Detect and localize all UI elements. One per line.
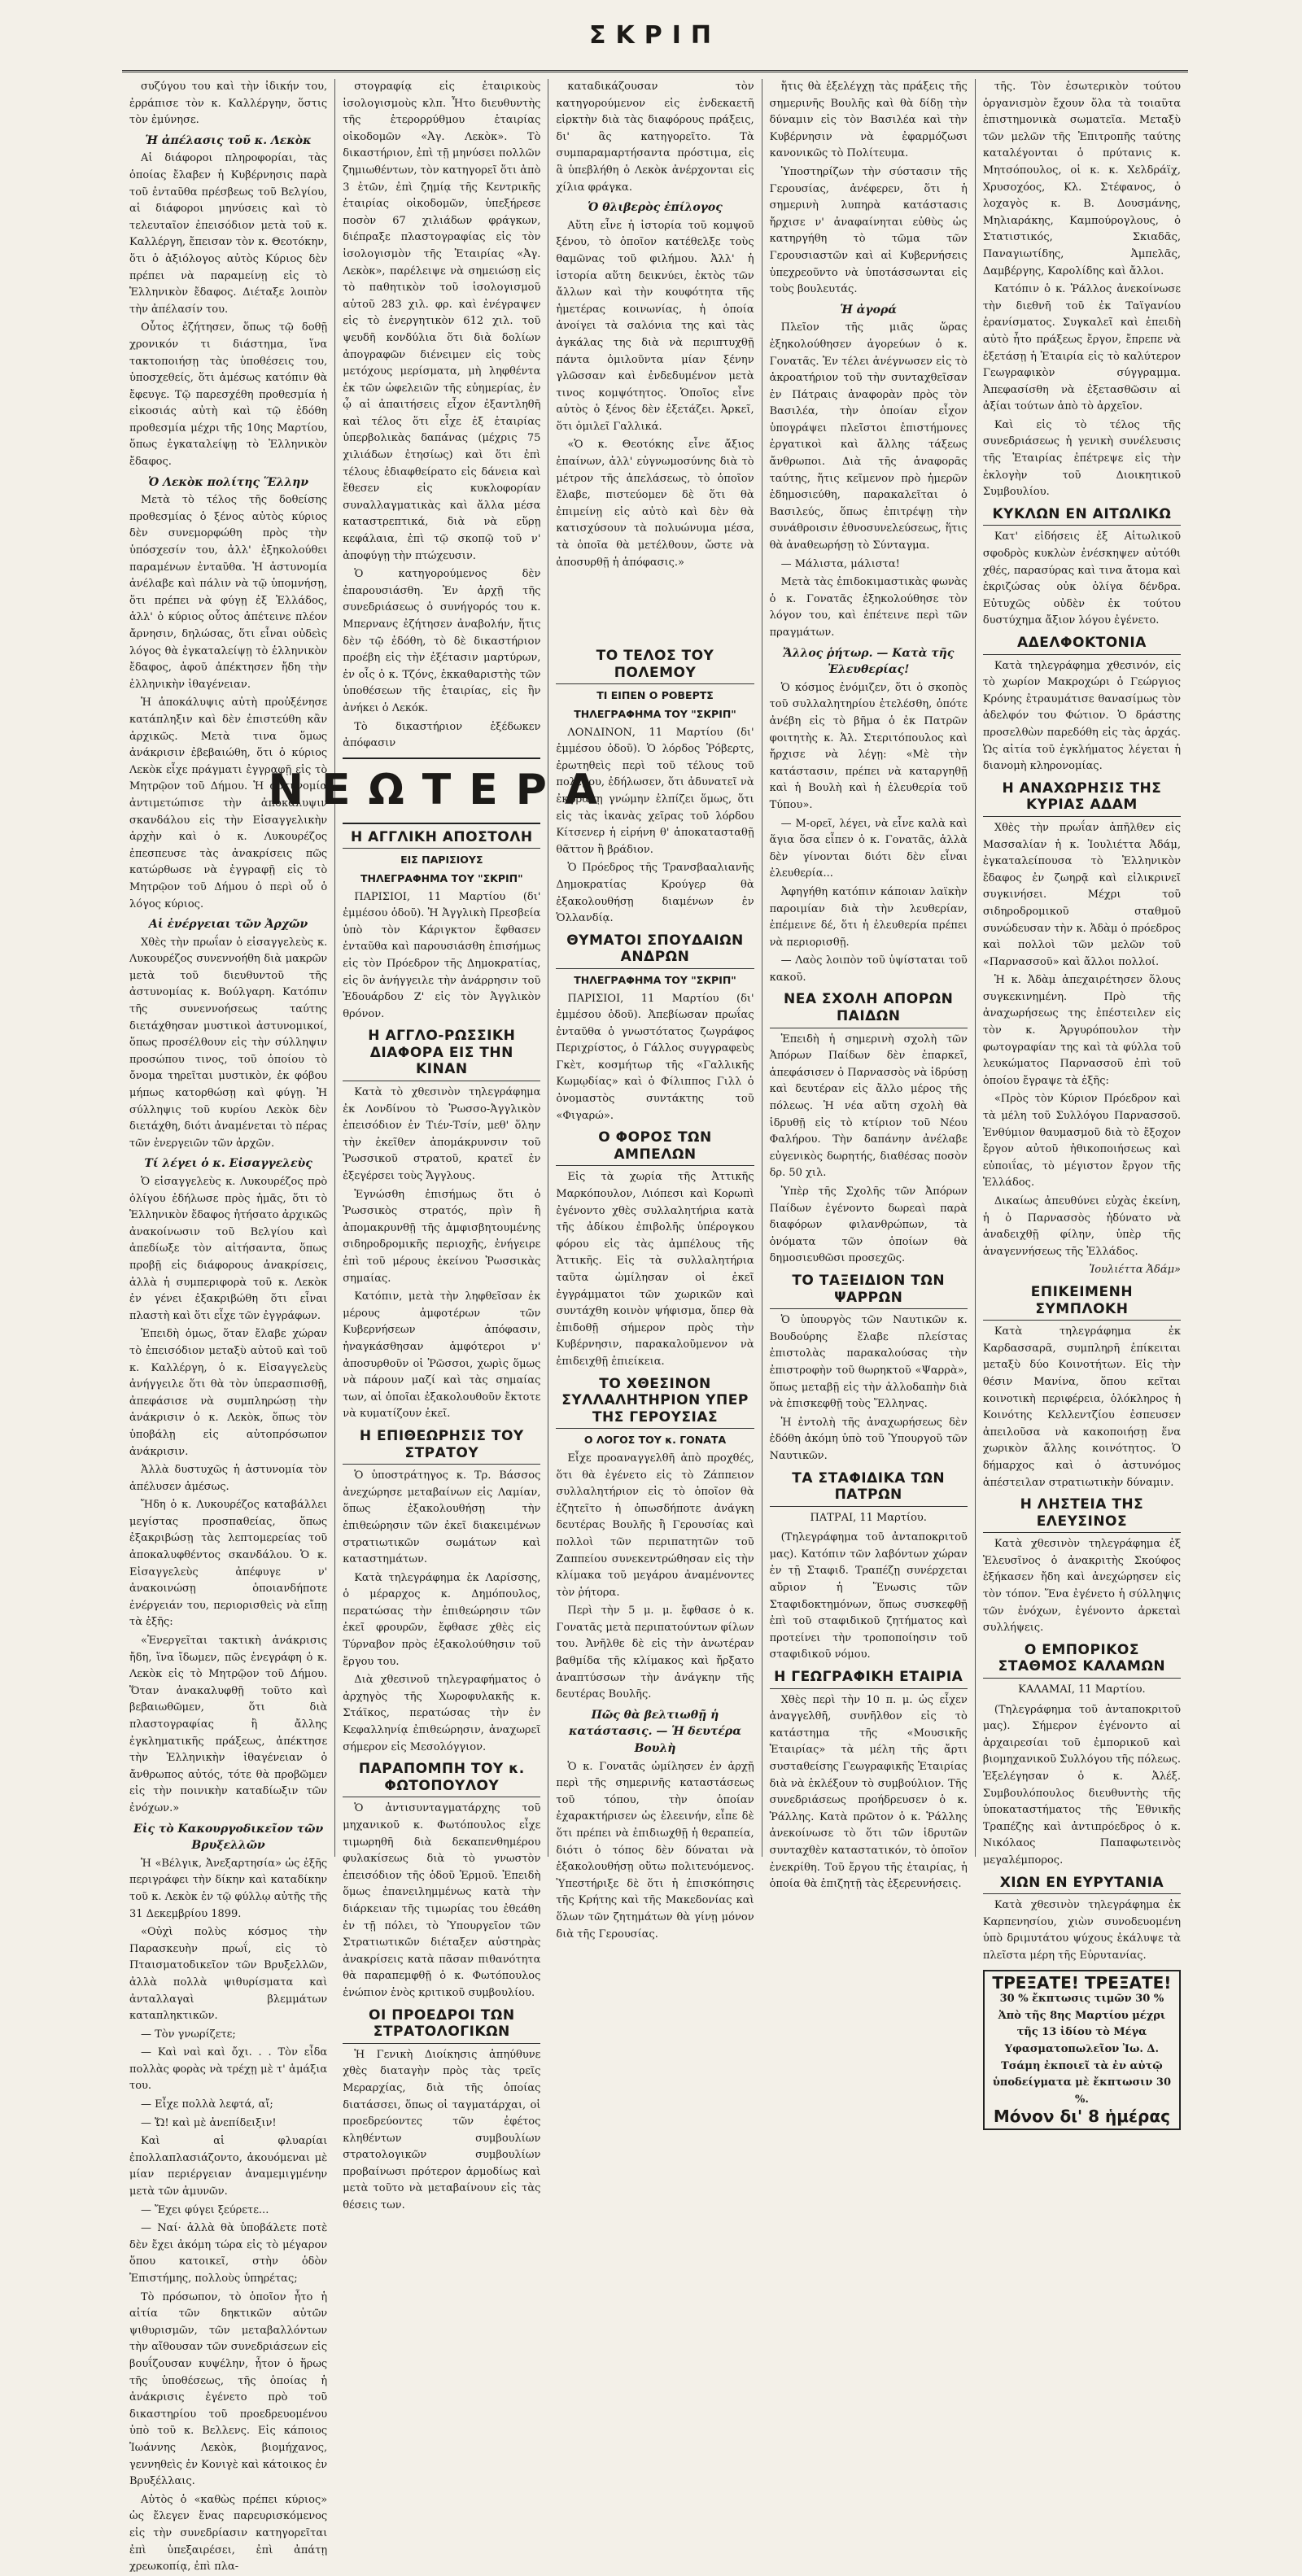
article-title: ΠΑΡΑΠΟΜΠΗ ΤΟΥ κ. ΦΩΤΟΠΟΥΛΟΥ: [343, 1761, 540, 1797]
article-title: Η ΛΗΣΤΕΙΑ ΤΗΣ ΕΛΕΥΣΙΝΟΣ: [983, 1496, 1181, 1533]
paragraph: Ἤδη ὁ κ. Λυκουρέζος καταβάλλει μεγίστας προσπαθείας, ὅπως ἐξακριβώσῃ τὰς λεπτομερείας τοῦ ἀποκαλυφθέντος σκανδάλου. Ὁ κ. Εἰσαγγελεὺς ἀπέφυγε ν' ἀνακοινώσῃ ὁποιανδήποτε ἐνέργειάν του, περιορισθεὶς νὰ εἴπῃ τὰ ἑξῆς:: [129, 1499, 328, 1629]
article-title: ΚΥΚΛΩΝ ΕΝ ΑΙΤΩΛΙΚΩ: [983, 506, 1181, 526]
subheading: Ἡ ἀγορά: [840, 303, 898, 317]
neotera-banner: [268, 758, 616, 824]
article-subtitle: ΕΙΣ ΠΑΡΙΣΙΟΥΣ: [400, 854, 483, 867]
paragraph: Αὐτὸς ὁ «καθὼς πρέπει κύριος» ὡς ἔλεγεν ἕνας παρευρισκόμενος εἰς τὴν συνεδρίασιν κατηγορεῖται ἐπὶ ὑπεξαιρέσει, ἐπὶ ἀπάτῃ χρεωκοπίᾳ, ἐπὶ πλα-: [129, 2493, 328, 2574]
paragraph: (Τηλεγράφημα τοῦ ἀνταποκριτοῦ μας). Σήμερον ἐγένοντο αἱ ἀρχαιρεσίαι τοῦ ἐμπορικοῦ καὶ βιομηχανικοῦ Συλλόγου τῆς πόλεως. Ἐξελέγησαν ὁ κ. Ἀλέξ. Συμβουλόπουλος διευθυντὴς τῆς ὑποκαταστήματος τῆς Ἐθνικῆς Τραπέζης καὶ ἀντιπρόεδρος ὁ κ. Νικόλαος Παπαφωτεινὸς μεγαλέμπορος.: [982, 1703, 1182, 1867]
article-title: ΤΟ ΤΑΞΕΙΔΙΟΝ ΤΩΝ ΨΑΡΡΩΝ: [770, 1273, 968, 1309]
paragraph: Οὗτος ἐζήτησεν, ὅπως τῷ δοθῇ χρονικόν τι διάστημα, ἵνα τακτοποιήσῃ τὰς ὑποθέσεις του, ὑποσχεθείς, ὅτι ἀμέσως κατόπιν θὰ ἔφευγε. Τῷ παρεσχέθη προθεσμία ἡ εἰκοσιάς αὐτὴ καὶ τῷ ἐδόθη προθεσμία μέχρι τῆς 10ης Μαρτίου, ὅπως ἐγκαταλείψῃ τὸ Ἑλληνικὸν ἔδαφος.: [129, 321, 328, 469]
page-header: [122, 0, 1188, 72]
article-title: Η ΑΓΓΛΟ-ΡΩΣΣΙΚΗ ΔΙΑΦΟΡΑ ΕΙΣ ΤΗΝ ΚΙΝΑΝ: [343, 1028, 540, 1081]
article-title: ΕΠΙΚΕΙΜΕΝΗ ΣΥΜΠΛΟΚΗ: [983, 1284, 1181, 1321]
article-subtitle: Ο ΛΟΓΟΣ ΤΟΥ κ. ΓΟΝΑΤΑ: [583, 1434, 727, 1447]
paragraph: — Καὶ ναὶ καὶ ὄχι. . . Τὸν εἶδα πολλὰς φορὰς νὰ τρέχῃ μὲ τ' ἁμάξια του.: [129, 2046, 328, 2093]
paragraph: «Ὁ κ. Θεοτόκης εἶνε ἄξιος ἐπαίνων, ἀλλ' εὐγνωμοσύνης διὰ τὸ μέτρον τῆς ἀπελάσεως, τὸ ὁποῖον ἔλαβε, πιστεύομεν δὲ ὅτι θὰ ἐπιμείνῃ εἰς αὐτὸ καὶ δὲν θὰ κατισχύσουν τὰ πολυώνυμα μέσα, τὰ ὁποῖα θὰ μετέλθουν, ὥστε νὰ ἀποσυρθῇ ἡ ἀπόφασις.»: [556, 439, 754, 569]
column-4: [762, 79, 976, 1891]
subheading: Ἄλλος ῥήτωρ. — Κατὰ τῆς Ἐλευθερίας!: [783, 646, 955, 677]
paragraph: συζύγου του καὶ τὴν ἰδικήν του, ἐρράπισε τὸν κ. Καλλέργην, ὅστις τὸν ἐμύνησε.: [129, 81, 328, 127]
paragraph: Χθὲς περὶ τὴν 10 π. μ. ὡς εἶχεν ἀναγγελθῆ, συνῆλθον εἰς τὸ κατάστημα τῆς «Μουσικῆς Ἑταιρίας» τὰ μέλη τῆς ἄρτι συσταθείσης Γεωγραφικῆς Ἑταιρίας διὰ νὰ ἐκλέξουν τὸ συμβούλιον. Τῆς συνεδριάσεως προήδρευσεν ὁ κ. Ῥάλλης. Κατὰ πρῶτον ὁ κ. Ῥάλλης ἀνεκοίνωσε τὸ ὅτι τῶν ἱδρυτῶν συνταχθὲν καταστατικόν, τὸ ὁποῖον ἐνεκρίθη. Τοῦ ἔργου τῆς ἑταιρίας, ἡ ὁποία θὰ ἐπιζητῇ τὰς ἐξερευνήσεις.: [769, 1693, 968, 1891]
paragraph: «Ἐνεργεῖται τακτικὴ ἀνάκρισις ἤδη, ἵνα ἴδωμεν, πῶς ἐνεγράφη ὁ κ. Λεκὸκ εἰς τὸ Μητρῷον τοῦ Δήμου. Ὅταν ἀνακαλυφθῇ τοῦτο καὶ βεβαιωθῶμεν, ὅτι διὰ πλαστογραφίας ἢ ἄλλης ἐγκληματικῆς πράξεως, ἀπέκτησε τὴν Ἑλληνικὴν ἰθαγένειαν ὁ ἄνθρωπος αὐτός, τότε θὰ προβῶμεν εἰς τὴν ποινικὴν καταδίωξιν τῶν ἐνόχων.»: [129, 1635, 328, 1814]
paragraph: Καὶ αἱ φλυαρίαι ἐπολλαπλασιάζοντο, ἀκουόμεναι μὲ μίαν περιέργειαν ἀναμεμιγμένην μετὰ τῶν ἀμυνῶν.: [129, 2135, 328, 2198]
article-title: ΧΙΩΝ ΕΝ ΕΥΡΥΤΑΝΙΑ: [983, 1875, 1181, 1895]
paragraph: — Μ-ορεῖ, λέγει, νὰ εἶνε καλὰ καὶ ἅγια ὅσα εἶπεν ὁ κ. Γονατᾶς, ἀλλὰ δὲν γίνονται διότι δὲν εἶναι ἐλευθερία...: [769, 817, 968, 880]
telegram-line: ΤΗΛΕΓΡΑΦΗΜΑ ΤΟΥ "ΣΚΡΙΠ": [574, 973, 736, 986]
article-title: ΟΙ ΠΡΟΕΔΡΟΙ ΤΩΝ ΣΤΡΑΤΟΛΟΓΙΚΩΝ: [343, 2007, 540, 2044]
subheading: Ἡ ἀπέλασις τοῦ κ. Λεκὸκ: [145, 133, 312, 147]
paragraph: Κατὰ χθεσινὸν τηλεγράφημα ἐξ Ἐλευσῖνος ὁ ἀνακριτὴς Σκούφος ἐξήκασεν ἤδη καὶ ἀνεχώρησεν εἰς τὸν τόπον. Ἕνα ἐγένετο ἡ σύλληψις τῶν ἐνόχων, ἐγένοντο ἀρκεταὶ συλλήψεις.: [982, 1538, 1182, 1635]
paragraph: Μετὰ τὰς ἐπιδοκιμαστικὰς φωνὰς ὁ κ. Γονατᾶς ἐξηκολούθησε τὸν λόγον του, καὶ ἐπέτεινε περὶ τῶν πραγμάτων.: [769, 576, 968, 639]
subheading: Εἰς τὸ Κακουργοδικεῖον τῶν Βρυξελλῶν: [133, 1822, 324, 1853]
subheading: Ὁ θλιβερὸς ἐπίλογος: [588, 201, 723, 215]
paragraph: ΛΟΝΔΙΝΟΝ, 11 Μαρτίου (δι' ἐμμέσου ὁδοῦ). Ὁ λόρδος Ῥόβερτς, ἐρωτηθεὶς περὶ τοῦ τέλους τοῦ πολέμου, ἐδήλωσεν, ὅτι ἀδυνατεῖ νὰ ἐκφράσῃ γνώμην ἐλπίζει ὅμως, ὅτι εἰς τὰς ἱκανὰς χεῖρας τοῦ λόρδου Κίτσενερ ἡ εἰρήνη θ' ἀποκατασταθῇ θᾶττον ἢ βράδιον.: [556, 726, 754, 856]
paragraph: Χθὲς τὴν πρωΐαν ἀπῆλθεν εἰς Μασσαλίαν ἡ κ. Ἰουλιέττα Ἀδάμ, ἐγκαταλείπουσα τὸ Ἑλληνικὸν ἔδαφος ἐν ζωηρᾷ καὶ εἰλικρινεῖ συγκινήσει. Μέχρι τοῦ σιδηροδρομικοῦ σταθμοῦ συνώδευσαν τὴν κ. Ἀδὰμ ὁ πρόεδρος καὶ πολλοὶ τῶν μελῶν τοῦ «Παρνασσοῦ» καὶ ἄλλοι πολλοί.: [982, 821, 1182, 968]
paragraph: Ὁ κατηγορούμενος δὲν ἐπαρουσιάσθη. Ἐν ἀρχῇ τῆς συνεδριάσεως ὁ συνήγορός του κ. Μπερνανς ἐζήτησεν ἀναβολήν, ἥτις δὲν τῷ ἐδόθη, τὸ δὲ δικαστήριον προέβη εἰς τὴν ἐξέτασιν μαρτύρων, ἐν οἷς ὁ κ. Τζόνς, ἐκκαθαριστὴς τῶν ὑποθέσεων τῆς ἑταιρίας, εἰς ἣν ἀνήκει ὁ Λεκόκ.: [343, 568, 541, 714]
article-title: Η ΑΝΑΧΩΡΗΣΙΣ ΤΗΣ ΚΥΡΙΑΣ ΑΔΑΜ: [983, 780, 1181, 817]
paragraph: Κατὰ τηλεγράφημα ἐκ Λαρίσσης, ὁ μέραρχος κ. Δημόπουλος, περατώσας τὴν ἐπιθεώρησιν τῶν ἐκεῖ φρουρῶν, ἔφθασε χθὲς εἰς Τύρναβον πρὸς ἐξακολούθησιν τοῦ ἔργου του.: [343, 1571, 541, 1668]
article-title: ΤΟ ΤΕΛΟΣ ΤΟΥ ΠΟΛΕΜΟΥ: [556, 648, 754, 684]
paragraph: Αὕτη εἶνε ἡ ἱστορία τοῦ κομψοῦ ξένου, τὸ ὁποῖον κατέθελξε τοὺς θαμῶνας τοῦ φιλήμου. Ἀλλ' ἡ ἱστορία αὕτη δεικνύει, ἐκτὸς τῶν ἄλλων καὶ τὴν κουφότητα τῆς ἡμετέρας κοινωνίας, ἡ ὁποία ἀνοίγει τὰ σαλόνια της καὶ τὰς ἀγκάλας της διὰ νὰ περιπτυχθῇ πάντα ὁμιλοῦντα μίαν ξένην γλῶσσαν καὶ ἐνδεδυμένον μετὰ τινος κομψότητος. Ὁποῖος εἶνε αὐτὸς ὁ ξένος δὲν ἐξετάζει. Ἀρκεῖ, ὅτι ὁμιλεῖ Γαλλικά.: [556, 219, 754, 433]
paragraph: Τὸ πρόσωπον, τὸ ὁποῖον ἦτο ἡ αἰτία τῶν δηκτικῶν αὐτῶν ψιθυρισμῶν, τῶν μεταβαλλόντων τὴν αἴθουσαν τῶν συνεδριάσεων εἰς βουΐζουσαν κυψέλην, ἦτον ὁ ἥρως τῆς ὑποθέσεως, τῆς ὁποίας ἡ ἀνάκρισις ἐγένετο πρὸ τοῦ δικαστηρίου τοῦ προεδρευομένου ὑπὸ τοῦ κ. Βελλενς. Εἰς κάποιος Ἰωάννης Λεκὸκ, βιομήχανος, γεννηθεὶς ἐν Κονιγὲ καὶ κάτοικος ἐν Βρυξέλλαις.: [129, 2290, 328, 2488]
ad-title: ΤΡΕΞΑΤΕ! ΤΡΕΞΑΤΕ!: [992, 1972, 1172, 1993]
paragraph: Ἡ ἐντολὴ τῆς ἀναχωρήσεως δὲν ἐδόθη ἀκόμη ὑπὸ τοῦ Ὑπουργοῦ τῶν Ναυτικῶν.: [769, 1416, 968, 1462]
paragraph: Ὁ ἀντισυνταγματάρχης τοῦ μηχανικοῦ κ. Φωτόπουλος εἶχε τιμωρηθῆ διὰ δεκαπενθημέρου φυλακίσεως διὰ τὸ γνωστὸν ἐπεισόδιον τῆς ὁδοῦ Ἑρμοῦ. Ἐπειδὴ ὅμως ἐπανειλημμένως κατὰ τὴν διάρκειαν τῆς τιμωρίας του ἐθεάθη ἐν τῇ πόλει, τὸ Ὑπουργεῖον τῶν Στρατιωτικῶν διέταξεν αὐστηρὰς ἀνακρίσεις κατὰ πᾶσαν πιθανότητα θὰ παραπεμφθῇ ὁ κ. Φωτόπουλος ἐνώπιον ἑνὸς κριτικοῦ συμβουλίου.: [343, 1802, 541, 1999]
dateline: ΠΑΤΡΑΙ, 11 Μαρτίου.: [810, 1511, 927, 1524]
telegram-line: ΤΗΛΕΓΡΑΦΗΜΑ ΤΟΥ "ΣΚΡΙΠ": [574, 708, 736, 720]
paragraph: Αἱ διάφοροι πληροφορίαι, τὰς ὁποίας ἔλαβεν ἡ Κυβέρνησις παρὰ τοῦ ἐνταῦθα πρέσβεως τοῦ Βελγίου, αἱ διάφοροι μηνύσεις καὶ τὸ τελευταῖον ἐπεισόδιον μετὰ τοῦ κ. Καλλέργη, ἔπεισαν τὸν κ. Θεοτόκην, ὅτι ὁ ἀξιόλογος αὐτὸς Κύριος δὲν πρέπει νὰ παραμείνῃ εἰς τὸ Ἑλληνικὸν ἔδαφος. Διέταξε λοιπὸν τὴν ἀπέλασίν του.: [129, 152, 328, 316]
dateline: ΚΑΛΑΜΑΙ, 11 Μαρτίου.: [1018, 1683, 1146, 1696]
paragraph: Ὁ εἰσαγγελεὺς κ. Λυκουρέζος πρὸ ὀλίγου ἐδήλωσε πρὸς ἡμᾶς, ὅτι τὸ Ἑλληνικὸν ἔδαφος ἠτήσατο ἀρχικῶς ἀνακοίνωσιν τοῦ Βελγίου καὶ ἀπεδίωξε τὸν αἰτήσαντα, ὅπως προβῇ εἰς διάφορους ἀνακρίσεις, ἀλλὰ ἡ συμπεριφορὰ τοῦ κ. Λεκὸκ ἐν γένει ἐξακριβώθη ὅτι εἶναι πλαστὴ καὶ ὅτι εἶχε τῶν ἐγγράφων.: [129, 1176, 328, 1322]
paragraph: — Τὸν γνωρίζετε;: [141, 2028, 236, 2041]
article-title: Η ΑΓΓΛΙΚΗ ΑΠΟΣΤΟΛΗ: [343, 829, 540, 849]
paragraph: Κατὰ χθεσινὸν τηλεγράφημα ἐκ Καρπενησίου, χιὼν συνοδευομένη ὑπὸ δριμυτάτου ψύχους ἐκάλυψε τὰ πλεῖστα μέρη τῆς Εὐρυτανίας.: [982, 1899, 1182, 1962]
column-1: [122, 79, 335, 2574]
ad-body: 30 % ἔκπτωσις τιμῶν 30 % Ἀπὸ τῆς 8ης Μαρτίου μέχρι τῆς 13 ἰδίου τὸ Μέγα Υφασματοπωλεῖον Ἰω. Δ. Τσάμη ἐκποιεῖ τὰ ἐν αὐτῷ ὑποδείγματα μὲ ἔκπτωσιν 30 %.: [992, 1993, 1172, 2106]
paragraph: στογραφίᾳ εἰς ἑταιρικοὺς ἰσολογισμοὺς κλπ. Ἦτο διευθυντὴς τῆς ἑτερορρύθμου ἑταιρίας οἰκοδομῶν «Ἀγ. Λεκὸκ». Τὸ δικαστήριον, ἐπὶ τῇ μηνύσει πολλῶν ζημιωθέντων, τὸν κατηγορεῖ ὅτι ἀπὸ 3 ἐτῶν, ἐπὶ ζημίᾳ τῆς Κεντρικῆς ἑταιρίας οἰκοδομῶν, ὑπεξήρεσε ποσὸν 67 χιλιάδων φράγκων, διέπραξε πλαστογραφίας εἰς τὸν ἰσολογισμὸν τῆς Ἑταιρίας «Ἀγ. Λεκὸκ», παρέλειψε νὰ σημειώσῃ εἰς τὸ παθητικὸν τοῦ ἰσολογισμοῦ αὐτοῦ 283 χιλ. φρ. καὶ ἐνέγραψεν εἰς τὸ ἐνεργητικὸν 612 χιλ. τοῦ ψευδῆ κονδύλια ὅτι διὰ δολίων ἀπογραφῶν διένειμεν εἰς τοὺς μετόχους μερίσματα, μὴ ληφθέντα ἐκ τῶν ὠφελειῶν τῆς εὐημερίας, ἐν ᾧ αἱ ἀπαιτήσεις εἶχον ἐξαντληθῆ καὶ τέλος ὅτι εἶχε ἐξ ἐταιρίας ὑπερβολικὰς δαπάνας (μέχρις 75 χιλιάδων ἐτησίως) καὶ ὅτι ἐπὶ τέλους ἐδιαφθείρατο εἰς δάνεια καὶ ἔθεσεν εἰς κυκλοφορίαν συναλλαγματικὰς καὶ ἄλλα μέσα καταστρεπτικά, διὰ νὰ εὕρῃ κεφάλαια, ἐπὶ τῷ σκοπῷ τοῦ ν' ἀποφύγῃ τὴν πτώχευσιν.: [343, 81, 541, 562]
paragraph: (Τηλεγράφημα τοῦ ἀνταποκριτοῦ μας). Κατόπιν τῶν λαβόντων χώραν ἐν τῇ Σταφιδ. Τραπέζῃ συνέρχεται αὔριον ἡ Ἕνωσις τῶν Σταφιδοκτημόνων, ὅπως συσκεφθῇ ἐπὶ τοῦ σταφιδικοῦ ζητήματος καὶ προτείνει τὴν τροποποίησιν τοῦ σταφιδικοῦ νόμου.: [769, 1531, 968, 1661]
paragraph: Κατὰ τὸ χθεσινὸν τηλεγράφημα ἐκ Λονδίνου τὸ Ῥωσσο-Ἀγγλικὸν ἐπεισόδιον ἐν Τιέν-Τσίν, μεθ' ὅλην τὴν ἐκεῖθεν ἀπομάκρυνσιν τοῦ Ῥωσσικοῦ στρατοῦ, κρατεῖ ἐν ἐξεγέρσει τοὺς Ἄγγλους.: [343, 1086, 541, 1183]
telegram-line: ΤΗΛΕΓΡΑΦΗΜΑ ΤΟΥ "ΣΚΡΙΠ": [360, 871, 523, 884]
paragraph: Χθὲς τὴν πρωΐαν ὁ εἰσαγγελεὺς κ. Λυκουρέζος συνεννοήθη διὰ μακρῶν μετὰ τοῦ διευθυντοῦ τῆς ἀστυνομίας κ. Βούλγαρη. Κατόπιν τῆς συνεννοήσεως ταύτης διετάχθησαν μυστικοὶ ἀστυνομικοί, ὅπως προσέλθουν εἰς τὴν σύλληψιν προσώπου τινος, τοῦ ὁποίου τὸ ὄνομα τηρεῖται μυστικὸν, ἐκ φόβου μήπως κατορθώσῃ καὶ φύγῃ. Ἡ σύλληψις τοῦ κυρίου Λεκὸκ δὲν διετάχθη, διότι ἀναμένεται τὸ πέρας τῶν ἐνεργειῶν τῶν ἀρχῶν.: [129, 936, 328, 1150]
paragraph: — Ἔχει φύγει ξεύρετε...: [141, 2203, 269, 2216]
paragraph: «Πρὸς τὸν Κύριον Πρόεδρον καὶ τὰ μέλη τοῦ Συλλόγου Παρνασσοῦ. Ἐνθύμιον θαυμασμοῦ διὰ τὸ ἔξοχον ἔργον αὐτοῦ ἠθικοποιήσεως καὶ εὐποιΐας, τὸ μέγιστον ἔργον τῆς Ἑλλάδος.: [982, 1093, 1182, 1190]
article-subtitle: ΤΙ ΕΙΠΕΝ Ο ΡΟΒΕΡΤΣ: [596, 689, 714, 702]
paragraph: Μετὰ τὸ τέλος τῆς δοθείσης προθεσμίας ὁ ξένος αὐτὸς κύριος δὲν συνεμορφώθη πρὸς τὴν ὑπόσχεσίν του, ἀλλ' ἐξηκολούθει παραμένων ἐνταῦθα. Ἡ ἀστυνομία ἀνέλαβε καὶ πάλιν νὰ τῷ ὑπομνήσῃ, ὅτι πρέπει νὰ φύγῃ ἐξ Ἑλλάδος, ἀλλ' ὁ κύριος οὗτος ἀπέτεινε πλέον ἄρνησιν, δηλώσας, ὅτι εἶναι οὐδεὶς λόγος θὰ ἐγκαταλείψῃ τὸ ἑλληνικὸν ἔδαφος, ἀφοῦ ἀπέκτησεν ἤδη τὴν ἑλληνικὴν ἰθαγένειαν.: [129, 494, 328, 691]
advertisement-box: [983, 1970, 1181, 2130]
article-title: ΤΟ ΧΘΕΣΙΝΟΝ ΣΥΛΛΑΛΗΤΗΡΙΟΝ ΥΠΕΡ ΤΗΣ ΓΕΡΟΥΣΙΑΣ: [556, 1376, 754, 1430]
subheading: Πῶς θὰ βελτιωθῇ ἡ κατάστασις. — Ἡ δευτέρα Βουλὴ: [569, 1708, 741, 1756]
paragraph: Ἡ κ. Ἀδὰμ ἀπεχαιρέτησεν ὅλους συγκεκινημένη. Πρὸ τῆς ἀναχωρήσεως της ἐπέστειλεν εἰς τὸν κ. Ἀργυρόπουλον τὴν φωτογραφίαν της καὶ τὰ φύλλα τοῦ λευκώματος Παρνασσοῦ ἐπὶ τοῦ ὁποίου ἔγραψε τὰ ἑξῆς:: [982, 974, 1182, 1087]
ad-footer: Μόνον δι' 8 ἡμέρας: [993, 2107, 1170, 2127]
paragraph: Πλεῖον τῆς μιᾶς ὥρας ἐξηκολούθησεν ἀγορεύων ὁ κ. Γονατᾶς. Ἐν τέλει ἀνέγνωσεν εἰς τὸ ἀκροατήριον τοῦ τὴν συνταχθεῖσαν ἐν Πάτραις ἀναφορὰν πρὸς τὸν Βασιλέα, τὴν ὁποίαν εἶχον ὑπογράψει πλεῖστοι ἐπιστήμονες ἐργατικοὶ καὶ ἄλλης τάξεως ἄνθρωποι. Διὰ τῆς ἀναφορᾶς ταύτης, ἥτις κεῖμενον πρὸ ἡμερῶν ἐδημοσιεύθη, παρακαλεῖται ὁ Βασιλεύς, ὅπως ἐπιτρέψῃ τὴν συνάθροισιν ἐθνοσυνελεύσεως, ἥτις θὰ ἀναθεωρήσῃ τὸ Σύνταγμα.: [769, 321, 968, 552]
paragraph: τῆς. Τὸν ἐσωτερικὸν τούτου ὀργανισμὸν ἔχουν ὅλα τὰ τοιαῦτα ἐπιστημονικὰ σωματεῖα. Μεταξὺ τῶν μελῶν τῆς Ἐπιτροπῆς ταύτης καταλέγονται ὁ πρύτανις κ. Μητσόπουλος, οἱ κ. κ. Χελδράϊχ, Χρυσοχόος, Κλ. Στέφανος, ὁ λοχαγὸς κ. Β. Δουσμάνης, Μηλιαράκης, Καμπούρογλους, ὁ Στατιστικός, Σκιαδᾶς, Παναγιωτίδης, Ἀμπελᾶς, Δαμβέργης, Καρολίδης καὶ ἄλλοι.: [982, 81, 1182, 277]
paragraph: Ἐπειδὴ ἡ σημερινὴ σχολὴ τῶν Ἀπόρων Παίδων δὲν ἐπαρκεῖ, ἀπεφάσισεν ὁ Παρνασσὸς νὰ ἱδρύσῃ καὶ δευτέραν εἰς ἄλλο μέρος τῆς πόλεως. Ἡ νέα αὕτη σχολὴ θὰ ἱδρυθῇ εἰς τὸ κτίριον τοῦ Νέου Φαλήρου. Τὴν δαπάνην ἀνέλαβε εὐγενικὸς δωρητής, διαθέσας ποσὸν δρ. 50 χιλ.: [769, 1033, 968, 1180]
column-2: [268, 79, 616, 2212]
paragraph: Εἶχε προαναγγελθῆ ἀπὸ προχθές, ὅτι θὰ ἐγένετο εἰς τὸ Ζάππειον συλλαλητήριον εἰς τὸ ὁποῖον θὰ ἐζητεῖτο ἡ ὁπωσδήποτε ἀνάγκη δευτέρας Βουλῆς ἢ Γερουσίας καὶ πολλοὶ τῶν περιπατητῶν τοῦ Ζαππείου συνεκεντρώθησαν εἰς τὴν κλίμακα τοῦ μεγάρου ἀναμένοντες τὸν ῥήτορα.: [556, 1452, 754, 1599]
subheading: Ὁ Λεκὸκ πολίτης Ἕλλην: [148, 475, 309, 489]
article-title: Ο ΦΟΡΟΣ ΤΩΝ ΑΜΠΕΛΩΝ: [556, 1129, 754, 1166]
paragraph: Κατόπιν, μετὰ τὴν ληφθεῖσαν ἐκ μέρους ἀμφοτέρων τῶν Κυβερνήσεων ἀπόφασιν, ἠναγκάσθησαν ἀμφότεροι ν' ἀποσυρθοῦν οἱ Ῥῶσσοι, χωρὶς ὅμως νὰ πάρουν μαζί καὶ τὰς σημαίας των, αἱ ὁποῖαι ἐξακολουθοῦν ἔκτοτε νὰ κυματίζουν ἐκεῖ.: [343, 1290, 541, 1421]
paragraph: Κατόπιν ὁ κ. Ῥάλλος ἀνεκοίνωσε τὴν διεθνῆ τοῦ ἐκ Ταϊγανίου ἐρανίσματος. Συγκαλεῖ καὶ ἐπειδὴ αὐτὸ ἦτο πράξεως ἔργον, ἔπρεπε νὰ ἐξετάσῃ ἡ Ἑταιρία εἰς τὸ καλύτερον Γεωγραφικὸν σύγγραμμα. Ἀπεφασίσθη νὰ ἐξετασθῶσιν αἱ ἀξίαι τούτων ἀπὸ τὸ ἀρχεῖον.: [982, 283, 1182, 413]
neotera-title: ΝΕΩΤΕΡΑ: [268, 766, 616, 815]
paragraph: Τὸ δικαστήριον ἐξέδωκεν ἀπόφασιν: [343, 720, 541, 750]
article-title: ΘΥΜΑΤΟΙ ΣΠΟΥΔΑΙΩΝ ΑΝΔΡΩΝ: [556, 932, 754, 969]
paragraph: ΠΑΡΙΣΙΟΙ, 11 Μαρτίου (δι' ἐμμέσου ὁδοῦ). Ἀπεβίωσαν πρωΐας ἐνταῦθα ὁ γνωστότατος ζωγράφος Περιχρίστος, ὁ Γάλλος συγγραφεὺς Γκὲτ, κοσμήτωρ τῆς «Γαλλικῆς Κωμῳδίας» καὶ ὁ Φίλιππος Γιλλ ὁ ὀνομαστὸς συντάκτης τοῦ «Φιγαρώ».: [556, 992, 754, 1122]
paragraph: Ἡ Γενικὴ Διοίκησις ἀπηύθυνε χθὲς διαταγὴν πρὸς τὰς τρεῖς Μεραρχίας, διὰ τῆς ὁποίας διατάσσει, ὅπως οἱ ταγματάρχαι, οἱ προεδρεύοντες τῶν ἐφέτος κληθέντων συμβουλίων στρατολογικῶν συμβουλίων προβαίνωσι πρότερον ἁρμοδίως καὶ μετὰ τοῦτο νὰ μεταβαίνουν εἰς τὰς θέσεις των.: [343, 2048, 541, 2212]
column-5: [976, 79, 1188, 2127]
paragraph: Ὁ κόσμος ἐνόμιζεν, ὅτι ὁ σκοπὸς τοῦ συλλαλητηρίου ἐτελέσθη, ὁπότε ἀνέβη εἰς τὸ βῆμα ὁ ἐκ Πατρῶν φοιτητὴς κ. Ἀλ. Στεριτόπουλος καὶ ἤρχισε νὰ λέγῃ: «Μὲ τὴν κατάστασιν, πρέπει νὰ καταργηθῇ καὶ ἡ Βουλὴ καὶ ἡ ἐλευθερία τοῦ Τύπου».: [769, 681, 968, 811]
paragraph: Περὶ τὴν 5 μ. μ. ἔφθασε ὁ κ. Γονατᾶς μετὰ περιπατούντων φίλων του. Ἀνῆλθε δὲ εἰς τὴν ἀνωτέραν βαθμίδα τῆς κλίμακος καὶ ἤρξατο ἀναπτύσσων τὴν ἀνάγκην τῆς δευτέρας Βουλῆς.: [556, 1605, 754, 1701]
paragraph: Κατ' εἰδήσεις ἐξ Αἰτωλικοῦ σφοδρὸς κυκλὼν ἐνέσκηψεν αὐτόθι χθές, παρασύρας καὶ τινα ἄτομα καὶ ἐκριζώσας οὐκ ὀλίγα δένδρα. Εὐτυχῶς οὐδὲν ἐκ τούτου δυστύχημα ἄξιον λόγου ἐγένετο.: [982, 530, 1182, 627]
paragraph: Ἐπειδὴ ὁμως, ὅταν ἔλαβε χώραν τὸ ἐπεισόδιον μεταξὺ αὐτοῦ καὶ τοῦ κ. Καλλέργη, ὁ κ. Εἰσαγγελεὺς ἀνήγγειλε ὅτι θὰ τὸν ὑπερασπισθῇ, ἀπεφάσισε νὰ συμπληρώσῃ τὴν ἀνάκρισιν ὁ κ. Λεκὸκ, ὅπως τὸν ὑποβάλῃ εἰς αὐτοπρόσωπον ἀνάκρισιν.: [129, 1328, 328, 1458]
subheading: Τί λέγει ὁ κ. Εἰσαγγελεὺς: [144, 1157, 312, 1171]
paragraph: Κατὰ τηλεγράφημα ἐκ Καρδασσαρᾶ, συμπληρῆ ἐπίκειται μεταξὺ δύο Κοινοτήτων. Εἰς τὴν θέσιν Μανίνα, ὅπου κεῖται κοινοτικὴ περιφέρεια, ὁλόκληρος ἡ Κοινότης Κελλεντζίου ἐσπευσεν ἀπειλοῦσα νὰ κακοποιήσῃ ἕνα χωρικὸν ἄλλης κοινότητος. Ὁ δήμαρχος καὶ ὁ ἀστυνόμος ἀπέστειλαν στρατιωτικὴν δύναμιν.: [982, 1325, 1182, 1489]
paragraph: Ὁ ὑπουργὸς τῶν Ναυτικῶν κ. Βουδούρης ἔλαβε πλείστας ἐπιστολὰς παρακαλούσας τὴν ἐπιστροφὴν τοῦ θωρηκτοῦ «Ψαρρὰ», ὅπως μεταβῇ εἰς τὴν ἀλλοδαπὴν διὰ νὰ ἐπισκεφθῇ τοὺς Ἕλληνας.: [769, 1314, 968, 1411]
signature: Ἰουλιέττα Ἀδάμ»: [1089, 1264, 1182, 1277]
paragraph: — Λαὸς λοιπὸν τοῦ ὑψίσταται τοῦ κακοῦ.: [769, 954, 968, 984]
columns: [122, 79, 1188, 2574]
paragraph: Κατὰ τηλεγράφημα χθεσινόν, εἰς τὸ χωρίον Μακροχώρι ὁ Γεώργιος Κρόνης ἐτραυμάτισε θανασίμως τὸν ἀδελφόν του Φώτιον. Ὁ δράστης προσελθὼν παρεδόθη εἰς τὰς ἀρχάς. Ὡς αἰτία τοῦ ἐγκλήματος λέγεται ἡ διανομὴ κληρονομίας.: [982, 659, 1182, 773]
paragraph: Διὰ χθεσινοῦ τηλεγραφήματος ὁ ἀρχηγὸς τῆς Χωροφυλακῆς κ. Στάϊκος, περατώσας τὴν ἐν Κεφαλληνίᾳ ἐπιθεώρησιν, ἀναχωρεῖ σήμερον εἰς Μεσολόγγιον.: [343, 1674, 541, 1753]
paragraph: Ἡ «Βέλγικ, Ἀνεξαρτησία» ὡς ἑξῆς περιγράφει τὴν δίκην καὶ καταδίκην τοῦ κ. Λεκὸκ ἐν τῷ φύλλῳ αὐτῆς τῆς 31 Δεκεμβρίου 1899.: [129, 1857, 328, 1920]
article-title: ΑΔΕΛΦΟΚΤΟΝΙΑ: [983, 635, 1181, 655]
paragraph: Καὶ εἰς τὸ τέλος τῆς συνεδριάσεως ἡ γενικὴ συνέλευσις τῆς Ἑταιρίας ἐπέτρεψε εἰς τὴν ἐκλογὴν τοῦ Διοικητικοῦ Συμβουλίου.: [982, 418, 1182, 499]
subheading: Αἱ ἐνέργειαι τῶν Ἀρχῶν: [148, 918, 308, 932]
article-title: Η ΓΕΩΓΡΑΦΙΚΗ ΕΤΑΙΡΙΑ: [770, 1669, 968, 1689]
article-title: Η ΕΠΙΘΕΩΡΗΣΙΣ ΤΟΥ ΣΤΡΑΤΟΥ: [343, 1428, 540, 1465]
newspaper-title: ΣΚΡΙΠ: [589, 20, 721, 50]
paragraph: Ἀλλὰ δυστυχῶς ἡ ἀστυνομία τὸν ἀπέλυσεν ἀμέσως.: [129, 1464, 328, 1493]
paragraph: — Ὤ! καὶ μὲ ἀνεπίδειξιν!: [141, 2116, 277, 2129]
column-3: [548, 79, 762, 1941]
paragraph: Δικαίως ἀπευθύνει εὐχὰς ἐκείνη, ἡ ὁ Παρνασσὸς ἠδύνατο νὰ ἀναδειχθῇ φίλην, ὑπὲρ τῆς ἀναγεννήσεως τῆς Ἑλλάδος.: [982, 1195, 1182, 1258]
paragraph: Εἰς τὰ χωρία τῆς Ἀττικῆς Μαρκόπουλον, Λιόπεσι καὶ Κορωπὶ ἐγένοντο χθὲς συλλαλητήρια κατὰ τῆς ἀδίκου ἐπιβολῆς ὑπέρογκου φόρου εἰς τὰς ἀμπέλους τῆς Ἀττικῆς. Εἰς τὰ συλλαλητήρια ταῦτα ὡμίλησαν οἱ ἐκεῖ ἐγγράμματοι τῶν χωρικῶν καὶ συντάχθη κοινὸν ψήφισμα, ὅπερ θὰ ἐπιδοθῇ σήμερον πρὸς τὴν Κυβέρνησιν, παρακαλοῦμενον νὰ ἐπιδειχθῇ ἐπιείκεια.: [556, 1171, 754, 1368]
paragraph: Ἡ ἀποκάλυψις αὐτὴ προὐξένησε κατάπληξιν καὶ δὲν ἐπιστεύθη κἂν ἀρχικῶς. Μετὰ τινα ὅμως ἀνάκρισιν ἐβεβαιώθη, ὅτι ὁ κύριος Λεκὸκ εἶχε πράγματι ἐγγραφῇ εἰς τὸ Μητρῷον τοῦ Δήμου. Ἡ ἀστυνομία ἀντιμετώπισε τὴν ἀποκάλυψιν σκανδάλου εἰς τὴν Εἰσαγγελικὴν ἀρχὴν καὶ ὁ κ. Λυκουρέζος ἐπεσπευσε τὰς ἀνακρίσεις πῶς κατώρθωσε νὰ ἐγγραφῇ εἰς τὸ Μητρῷον τοῦ Δήμου ὁ περὶ οὗ ὁ λόγος κύριος.: [129, 696, 328, 910]
paragraph: Ἀφηγήθη κατόπιν κάποιαν λαϊκὴν παροιμίαν διὰ τὴν λευθερίαν, ἐπέμεινε δέ, ὅτι ἡ ἐλευθερία πρέπει νὰ περιορισθῇ.: [769, 885, 968, 949]
paragraph: ΠΑΡΙΣΙΟΙ, 11 Μαρτίου (δι' ἐμμέσου ὁδοῦ). Ἡ Ἀγγλικὴ Πρεσβεία ὑπὸ τὸν Κάριγκτον ἔφθασεν ἐνταῦθα καὶ παρουσιάσθη ἐπισήμως εἰς τὸν Πρόεδρον τῆς Δημοκρατίας, εἰς ὃν ἀνήγγειλε τὴν ἀνάρρησιν τοῦ Ἐδουάρδου Ζ' εἰς τὸν Ἀγγλικὸν θρόνον.: [343, 890, 541, 1020]
article-title: ΝΕΑ ΣΧΟΛΗ ΑΠΟΡΩΝ ΠΑΙΔΩΝ: [770, 991, 968, 1028]
paragraph: «Οὐχὶ πολὺς κόσμος τὴν Παρασκευὴν πρωΐ, εἰς τὸ Πταισματοδικεῖον τῶν Βρυξελλῶν, ἀλλὰ πολλὰ ψιθυρίσματα καὶ ἀνταλλαγαὶ βλεμμάτων καταπληκτικῶν.: [129, 1926, 328, 2023]
paragraph: — Μάλιστα, μάλιστα!: [780, 557, 900, 570]
article-title: ΤΑ ΣΤΑΦΙΔΙΚΑ ΤΩΝ ΠΑΤΡΩΝ: [770, 1470, 968, 1507]
paragraph: — Ναί· ἀλλὰ θὰ ὑποβάλετε ποτὲ δὲν ἔχει ἀκόμη τώρα εἰς τὸ μέγαρον ὅπου κατοικεῖ, στὴν ὁδὸν Ἐπιστήμης, πολλοὺς ὑπηρέτας;: [129, 2222, 328, 2285]
paragraph: Ὑποστηρίζων τὴν σύστασιν τῆς Γερουσίας, ἀνέφερεν, ὅτι ἡ σημερινὴ λυπηρὰ κατάστασις ἤρχισε ν' ἀναφαίνηται εὐθὺς ὡς κατηργήθη τὸ τῶμα τῶν Γερουσιαστῶν καὶ αἱ Κυβερνήσεις ὑπεχρεοῦντο νὰ ὑποτάσσωνται εἰς τοὺς βουλευτάς.: [769, 165, 968, 296]
paragraph: καταδικάζουσαν τὸν κατηγορούμενον εἰς ἐνδεκαετῆ εἱρκτὴν διὰ τὰς διαφόρους πράξεις, δι' ἃς κατηγορεῖτο. Τὰ συμπαραμαρτήσαντα πρόστιμα, εἰς ἃ ὑπεβλήθη ὁ Λεκὸκ ἀνέρχονται εἰς χίλια φράγκα.: [556, 81, 754, 194]
paragraph: Ὁ Πρόεδρος τῆς Τρανσβααλιανῆς Δημοκρατίας Κρούγερ θὰ ἐξακολουθήσῃ διαμένων ἐν Ὁλλανδίᾳ.: [556, 862, 754, 925]
paragraph: — Εἶχε πολλὰ λεφτά, αἴ;: [141, 2098, 273, 2111]
article-title: Ο ΕΜΠΟΡΙΚΟΣ ΣΤΑΘΜΟΣ ΚΑΛΑΜΩΝ: [983, 1642, 1181, 1679]
paragraph: Ὑπὲρ τῆς Σχολῆς τῶν Ἀπόρων Παίδων ἐγένοντο δωρεαὶ παρὰ διαφόρων φιλανθρώπων, τὰ ὀνόματα τῶν ὁποίων θὰ δημοσιευθῶσι προσεχῶς.: [769, 1185, 968, 1265]
paragraph: Ἐγνώσθη ἐπισήμως ὅτι ὁ Ῥωσσικὸς στρατός, πρὶν ἢ ἀπομακρυνθῇ τῆς ἀμφισβητουμένης σιδηροδρομικῆς περιοχῆς, ἐνήγειρε ἐπὶ τοῦ μέρους ἐκείνου Ῥωσσικὰς σημαίας.: [343, 1188, 541, 1285]
paragraph: ἥτις θὰ ἐξελέγχῃ τὰς πράξεις τῆς σημερινῆς Βουλῆς καὶ θὰ δίδῃ τὴν δύναμιν εἰς τὸν Βασιλέα καὶ τὴν Κυβέρνησιν νὰ ἐφαρμόζωσι κανονικῶς τὸ Πολίτευμα.: [769, 81, 968, 160]
banner-spacer: [556, 573, 754, 643]
paragraph: Ὁ ὑποστράτηγος κ. Τρ. Βάσσος ἀνεχώρησε μεταβαίνων εἰς Λαμίαν, ὅπως ἐξακολουθήσῃ τὴν ἐπιθεώρησιν τῶν ἐκεῖ διακειμένων στρατιωτικῶν σωμάτων καὶ καταστημάτων.: [343, 1469, 541, 1566]
paragraph: Ὁ κ. Γονατᾶς ὡμίλησεν ἐν ἀρχῇ περὶ τῆς σημερινῆς καταστάσεως τοῦ τόπου, τὴν ὁποίαν ἐχαρακτήρισεν ὡς ἐλεεινήν, εἶπε δὲ ὅτι πρέπει νὰ ἐπιδιωχθῇ ἡ θεραπεία, διότι ὁ τόπος δὲν δύναται νὰ ἐξακολουθήσῃ οὕτω πολιτευόμενος. Ὑπεστήριξε δὲ ὅτι ἡ ἐπισκόπησις τῆς Κρήτης καὶ τῆς Μακεδονίας καὶ ὅλων τῶν ζητημάτων θὰ γίνῃ μόνον διὰ τῆς Γερουσίας.: [556, 1760, 754, 1941]
